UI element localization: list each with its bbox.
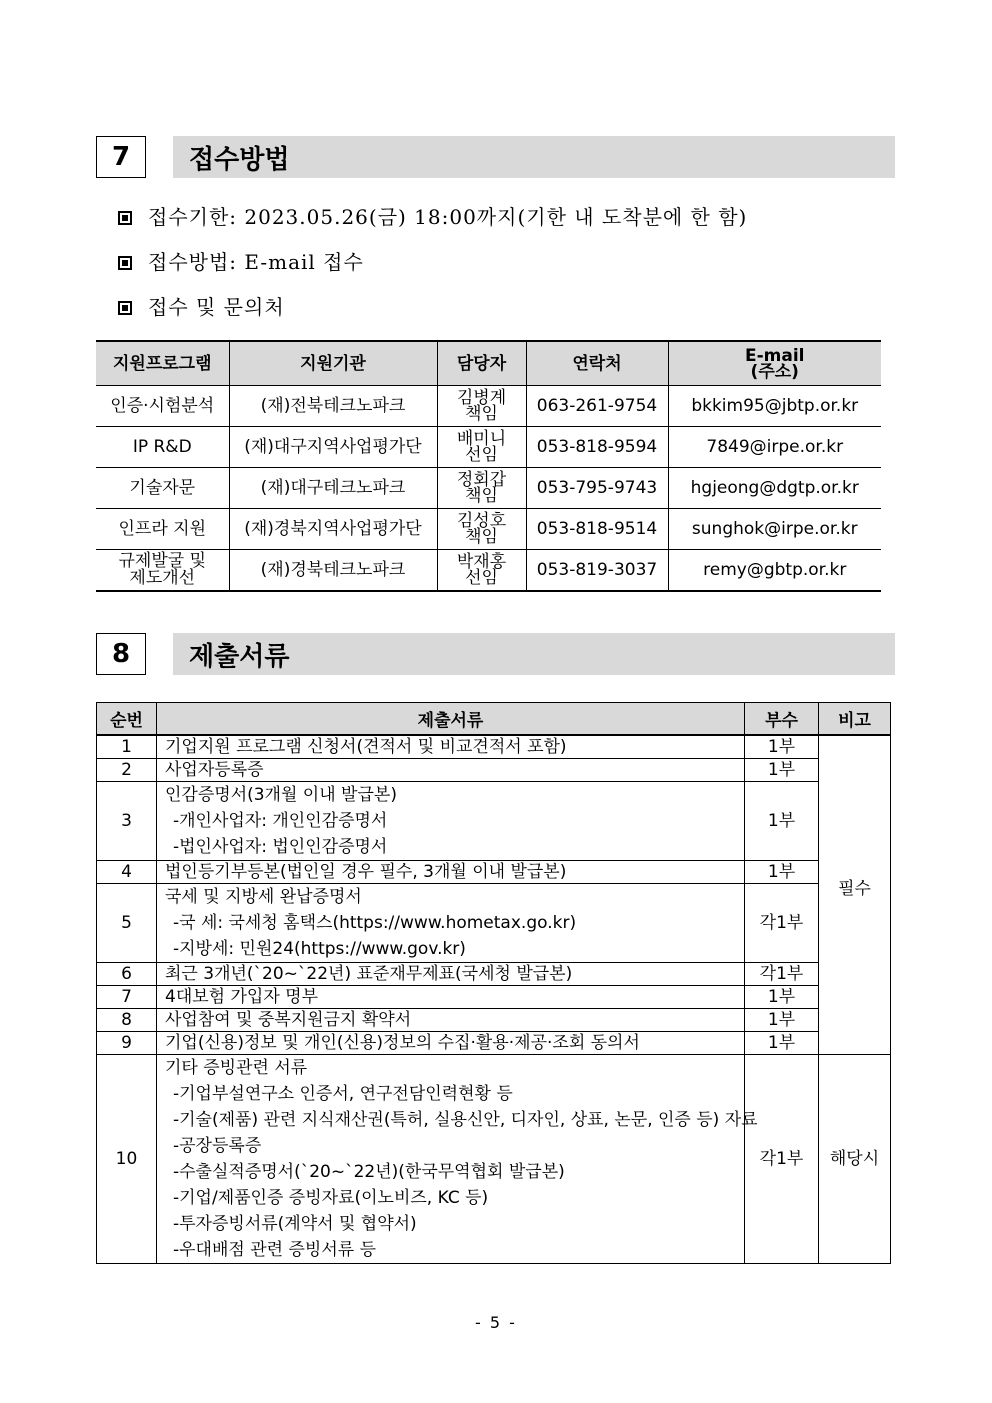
header-document: 제출서류 <box>157 703 745 736</box>
email-cell: sunghok@irpe.or.kr <box>668 509 881 550</box>
document-cell <box>157 861 745 884</box>
person-cell <box>437 427 526 468</box>
phone-cell: 053-818-9594 <box>526 427 668 468</box>
document-line: 사업참여 및 중복지원금지 확약서 <box>165 1010 412 1030</box>
program-cell: IP R&D <box>96 427 229 468</box>
row-number: 6 <box>97 963 157 986</box>
org-cell: (재)대구지역사업평가단 <box>229 427 437 468</box>
table-row <box>97 1009 891 1032</box>
table-row <box>97 884 891 963</box>
document-line: 국세 및 지방세 완납증명서 <box>165 887 362 907</box>
person-cell <box>437 468 526 509</box>
document-line: 인감증명서(3개월 이내 발급본) <box>165 785 397 805</box>
phone-cell: 053-795-9743 <box>526 468 668 509</box>
document-line: -법인사업자: 법인인감증명서 <box>173 837 388 857</box>
header-phone: 연락처 <box>526 341 668 386</box>
section-title: 접수방법 <box>173 136 895 178</box>
phone-cell: 053-819-3037 <box>526 550 668 592</box>
table-row <box>96 509 881 550</box>
document-line: -공장등록증 <box>173 1136 262 1156</box>
bullet-deadline: 접수기한: 2023.05.26(금) 18:00까지(기한 내 도착분에 한 함) <box>118 201 747 230</box>
table-row <box>97 861 891 884</box>
copies-cell: 1부 <box>745 986 819 1009</box>
phone-cell: 063-261-9754 <box>526 386 668 427</box>
note-applicable: 해당시 <box>819 1055 891 1264</box>
section-number: 7 <box>96 136 146 178</box>
person-name: 정회갑 <box>456 470 507 490</box>
table-row <box>96 427 881 468</box>
document-line: -우대배점 관련 증빙서류 등 <box>173 1240 376 1260</box>
header-org: 지원기관 <box>229 341 437 386</box>
copies-cell: 1부 <box>745 861 819 884</box>
row-number: 3 <box>97 782 157 861</box>
row-number: 1 <box>97 735 157 759</box>
bullet-method: 접수방법: E-mail 접수 <box>118 246 364 275</box>
document-line: -기술(제품) 관련 지식재산권(특허, 실용신안, 디자인, 상표, 논문, 인증 등) 자료 <box>173 1110 758 1130</box>
document-line: 기타 증빙관련 서류 <box>165 1058 308 1078</box>
section-8-header <box>96 633 895 677</box>
document-line: 법인등기부등본(법인일 경우 필수, 3개월 이내 발급본) <box>165 862 567 882</box>
table-row <box>96 386 881 427</box>
row-number: 10 <box>97 1055 157 1264</box>
row-number: 4 <box>97 861 157 884</box>
person-name: 김성호 <box>456 511 507 531</box>
program-cell: 규제발굴 및 제도개선 <box>96 550 229 592</box>
document-line: 4대보험 가입자 명부 <box>165 987 318 1007</box>
header-email: E-mail (주소) <box>668 341 881 386</box>
row-number: 5 <box>97 884 157 963</box>
phone-cell: 053-818-9514 <box>526 509 668 550</box>
table-row <box>97 963 891 986</box>
header-copies: 부수 <box>745 703 819 736</box>
program-cell: 기술자문 <box>96 468 229 509</box>
document-line: -지방세: 민원24(https://www.gov.kr) <box>173 939 466 959</box>
person-cell <box>437 550 526 592</box>
table-header-row <box>96 341 881 386</box>
header-note: 비고 <box>819 703 891 736</box>
copies-cell: 1부 <box>745 735 819 759</box>
documents-table <box>96 702 891 1264</box>
person-name: 김병계 <box>456 388 507 408</box>
document-line: -기업/제품인증 증빙자료(이노비즈, KC 등) <box>173 1188 489 1208</box>
document-line: -투자증빙서류(계약서 및 협약서) <box>173 1214 417 1234</box>
table-row <box>97 735 891 759</box>
document-cell <box>157 1032 745 1055</box>
copies-cell: 1부 <box>745 1009 819 1032</box>
row-number: 2 <box>97 759 157 782</box>
bullet-contact: 접수 및 문의처 <box>118 291 285 320</box>
section-number: 8 <box>96 633 146 675</box>
document-line: -기업부설연구소 인증서, 연구전담인력현황 등 <box>173 1084 513 1104</box>
table-row <box>97 1055 891 1264</box>
document-line: -수출실적증명서(`20~`22년)(한국무역협회 발급본) <box>173 1162 565 1182</box>
row-number: 9 <box>97 1032 157 1055</box>
program-cell: 인증·시험분석 <box>96 386 229 427</box>
table-row <box>96 550 881 592</box>
table-row <box>97 986 891 1009</box>
person-title: 책임 <box>465 404 498 424</box>
person-name: 배미니 <box>456 429 507 449</box>
copies-cell: 각1부 <box>745 1055 819 1264</box>
copies-cell: 각1부 <box>745 884 819 963</box>
copies-cell: 1부 <box>745 782 819 861</box>
person-title: 책임 <box>465 527 498 547</box>
note-required: 필수 <box>819 735 891 1055</box>
document-line: 기업(신용)정보 및 개인(신용)정보의 수집·활용·제공·조회 동의서 <box>165 1033 640 1053</box>
table-row <box>96 468 881 509</box>
document-cell <box>157 1055 758 1264</box>
row-number: 8 <box>97 1009 157 1032</box>
copies-cell: 각1부 <box>745 963 819 986</box>
org-cell: (재)경북지역사업평가단 <box>229 509 437 550</box>
email-cell: bkkim95@jbtp.or.kr <box>668 386 881 427</box>
person-title: 책임 <box>465 486 498 506</box>
org-cell: (재)경북테크노파크 <box>229 550 437 592</box>
header-person: 담당자 <box>437 341 526 386</box>
email-cell: remy@gbtp.or.kr <box>668 550 881 592</box>
copies-cell: 1부 <box>745 759 819 782</box>
document-cell <box>157 782 745 861</box>
document-cell <box>157 963 745 986</box>
header-no: 순번 <box>97 703 157 736</box>
document-line: 사업자등록증 <box>165 760 264 780</box>
square-bullet-icon <box>118 211 132 225</box>
person-title: 선임 <box>465 568 498 588</box>
document-cell <box>157 1009 745 1032</box>
row-number: 7 <box>97 986 157 1009</box>
document-cell <box>157 884 745 963</box>
page-number: - 5 - <box>475 1313 517 1332</box>
table-header-row <box>97 703 891 736</box>
section-7-header <box>96 136 895 180</box>
header-program: 지원프로그램 <box>96 341 229 386</box>
org-cell: (재)대구테크노파크 <box>229 468 437 509</box>
square-bullet-icon <box>118 256 132 270</box>
table-row <box>97 759 891 782</box>
contact-table <box>96 340 881 592</box>
copies-cell: 1부 <box>745 1032 819 1055</box>
document-cell <box>157 735 745 759</box>
document-line: -개인사업자: 개인인감증명서 <box>173 811 388 831</box>
square-bullet-icon <box>118 301 132 315</box>
person-cell <box>437 386 526 427</box>
section-title: 제출서류 <box>173 633 895 675</box>
person-name: 박재홍 <box>456 552 507 572</box>
org-cell: (재)전북테크노파크 <box>229 386 437 427</box>
document-line: 최근 3개년(`20~`22년) 표준재무제표(국세청 발급본) <box>165 964 573 984</box>
program-cell: 인프라 지원 <box>96 509 229 550</box>
email-cell: hgjeong@dgtp.or.kr <box>668 468 881 509</box>
document-cell <box>157 759 745 782</box>
person-cell <box>437 509 526 550</box>
document-line: 기업지원 프로그램 신청서(견적서 및 비교견적서 포함) <box>165 737 567 757</box>
email-cell: 7849@irpe.or.kr <box>668 427 881 468</box>
person-title: 선임 <box>465 445 498 465</box>
document-cell <box>157 986 745 1009</box>
table-row <box>97 1032 891 1055</box>
document-line: -국 세: 국세청 홈택스(https://www.hometax.go.kr) <box>173 913 577 933</box>
table-row <box>97 782 891 861</box>
